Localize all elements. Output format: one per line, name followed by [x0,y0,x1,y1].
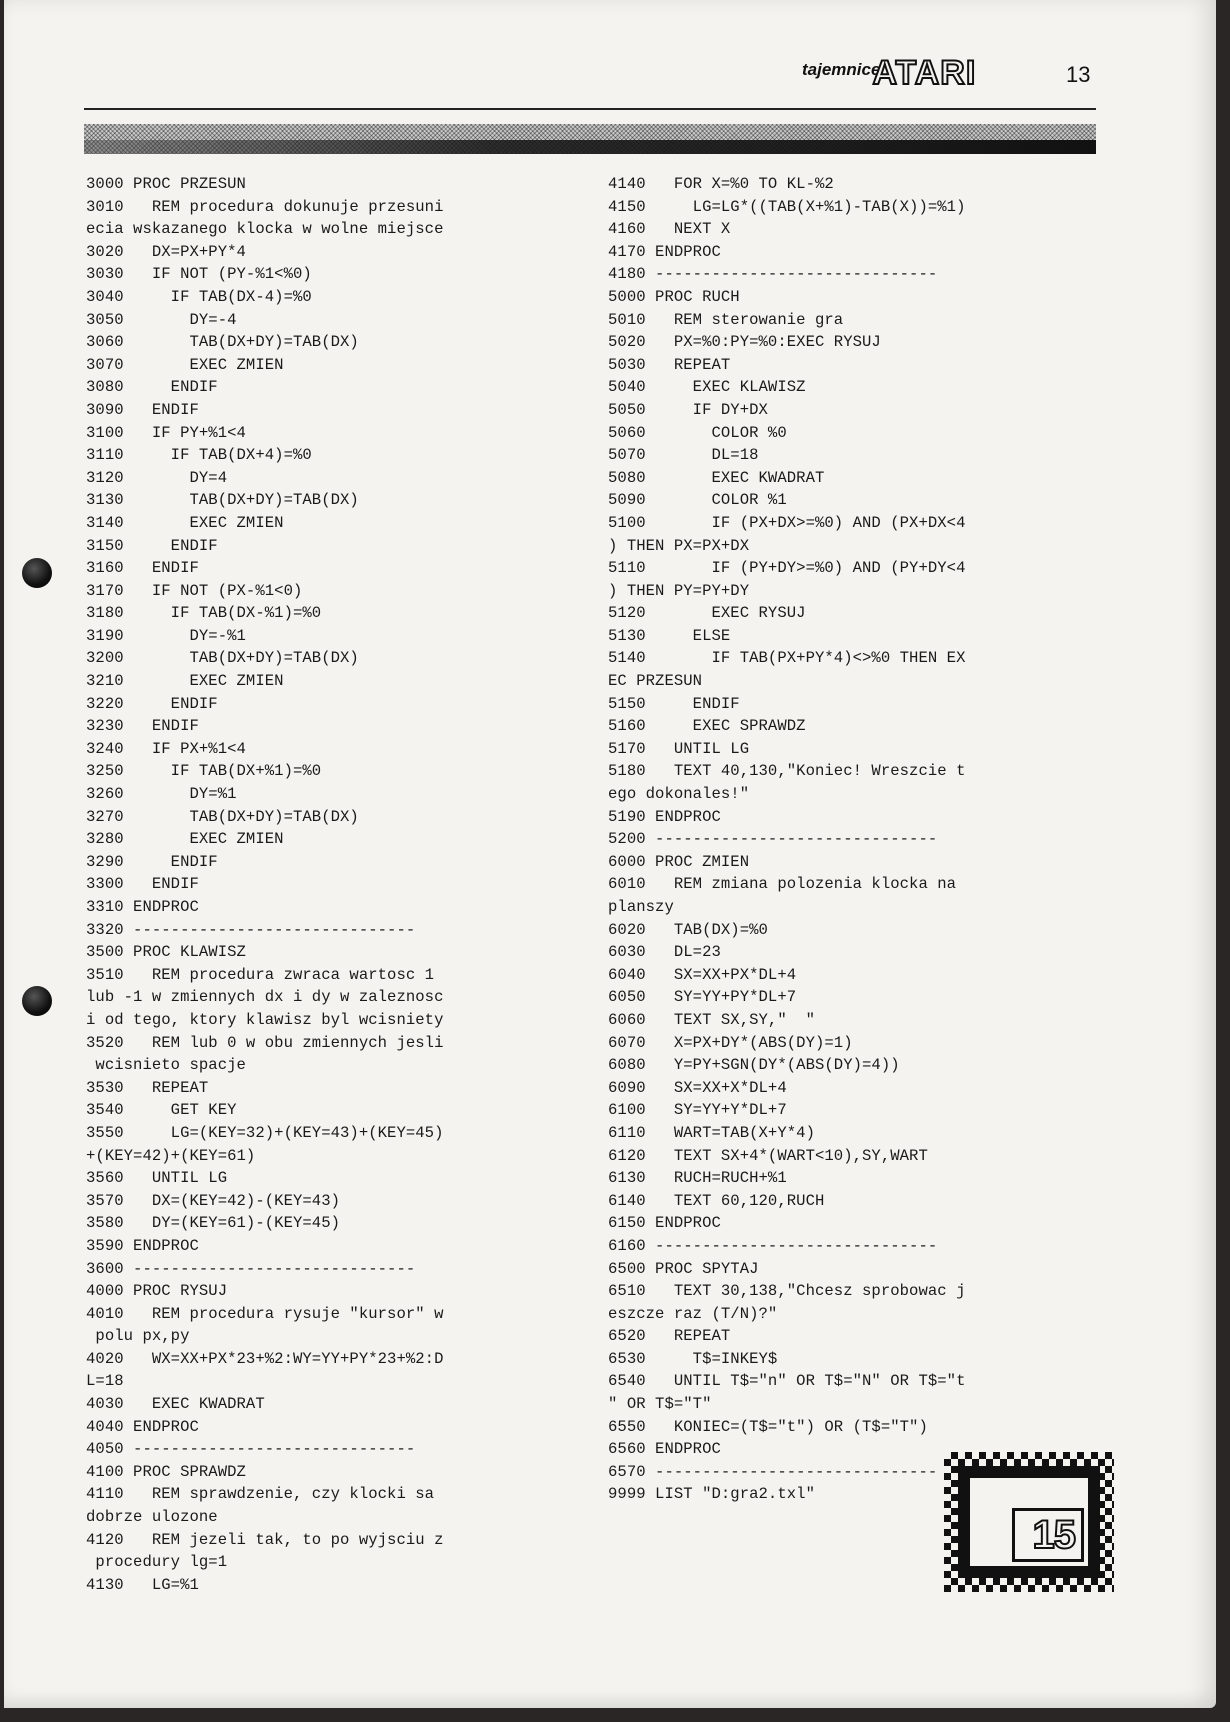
code-line: 6550 KONIEC=(T$="t") OR (T$="T") [608,1417,928,1436]
code-line: 5010 REM sterowanie gra [608,310,844,329]
code-line: 3220 ENDIF [86,694,218,713]
code-line: 3130 TAB(DX+DY)=TAB(DX) [86,491,359,510]
code-line: lub -1 w zmiennych dx i dy w zaleznosc [86,988,444,1007]
code-line: 6040 SX=XX+PX*DL+4 [608,965,797,984]
code-line: 4160 NEXT X [608,220,731,239]
code-line: 5190 ENDPROC [608,807,721,826]
code-line: 3580 DY=(KEY=61)-(KEY=45) [86,1214,341,1233]
code-line: 6120 TEXT SX+4*(WART<10),SY,WART [608,1146,928,1165]
code-line: 4170 ENDPROC [608,242,721,261]
code-line: 4100 PROC SPRAWDZ [86,1462,246,1481]
code-line: 3500 PROC KLAWISZ [86,943,246,962]
code-line: 3000 PROC PRZESUN [86,175,246,193]
binder-hole [22,558,52,588]
code-line: 3100 IF PY+%1<4 [86,423,246,442]
code-line: 3040 IF TAB(DX-4)=%0 [86,287,312,306]
issue-number: 15 [1032,1513,1075,1557]
code-line: 9999 LIST "D:gra2.txl" [608,1485,815,1504]
code-line: 3550 LG=(KEY=32)+(KEY=43)+(KEY=45) [86,1123,444,1142]
code-line: 5150 ENDIF [608,694,740,713]
code-line: 3210 EXEC ZMIEN [86,672,284,691]
code-line: 3180 IF TAB(DX-%1)=%0 [86,604,322,623]
code-line: 4000 PROC RYSUJ [86,1282,228,1301]
code-line: 6500 PROC SPYTAJ [608,1259,759,1278]
code-line: 3080 ENDIF [86,378,218,397]
code-line: 3230 ENDIF [86,717,199,736]
logo-atari: ATARI [872,54,977,92]
code-line: 3320 ------------------------------ [86,920,416,939]
header-rule [84,108,1096,110]
code-line: 4050 ------------------------------ [86,1440,416,1459]
code-line: 6130 RUCH=RUCH+%1 [608,1169,787,1188]
code-line: 3250 IF TAB(DX+%1)=%0 [86,762,322,781]
code-line: dobrze ulozone [86,1508,218,1527]
code-line: 4180 ------------------------------ [608,265,938,284]
code-line: 6510 TEXT 30,138,"Chcesz sprobowac j [608,1282,966,1301]
code-line: i od tego, ktory klawisz byl wcisniety [86,1010,444,1029]
code-line: 3140 EXEC ZMIEN [86,513,284,532]
code-line: 3300 ENDIF [86,875,199,894]
code-line: 3050 DY=-4 [86,310,237,329]
code-column-right [608,173,1048,1506]
code-line: 5160 EXEC SPRAWDZ [608,717,806,736]
code-line: 5120 EXEC RYSUJ [608,604,806,623]
code-line: 3510 REM procedura zwraca wartosc 1 [86,965,435,984]
code-line: 6100 SY=YY+Y*DL+7 [608,1101,787,1120]
code-line: 4030 EXEC KWADRAT [86,1395,265,1414]
code-line: 3290 ENDIF [86,852,218,871]
code-line: 3200 TAB(DX+DY)=TAB(DX) [86,649,359,668]
code-line: 3060 TAB(DX+DY)=TAB(DX) [86,333,359,352]
code-line: 6530 T$=INKEY$ [608,1349,778,1368]
code-line: 3120 DY=4 [86,468,228,487]
code-line: ego dokonales!" [608,785,750,804]
code-line: 5200 ------------------------------ [608,830,938,849]
code-line: 6090 SX=XX+X*DL+4 [608,1078,787,1097]
code-line: 6110 WART=TAB(X+Y*4) [608,1123,815,1142]
badge-panel [968,1476,1090,1568]
code-line: 5110 IF (PY+DY>=%0) AND (PY+DY<4 [608,559,966,578]
code-line: 5060 COLOR %0 [608,423,787,442]
code-line: procedury lg=1 [86,1553,228,1572]
code-line: ) THEN PY=PY+DY [608,581,750,600]
code-line: 5130 ELSE [608,626,731,645]
code-line: 3160 ENDIF [86,559,199,578]
logo-prefix: tajemnice [802,60,881,79]
code-line: 3090 ENDIF [86,400,199,419]
code-line: 6570 ------------------------------ [608,1462,938,1481]
issue-badge [944,1452,1114,1592]
code-line: 6140 TEXT 60,120,RUCH [608,1191,825,1210]
code-line: 4140 FOR X=%0 TO KL-%2 [608,175,834,193]
code-line: 5000 PROC RUCH [608,287,740,306]
code-line: +(KEY=42)+(KEY=61) [86,1146,256,1165]
code-line: 5170 UNTIL LG [608,739,750,758]
code-line: 4130 LG=%1 [86,1575,199,1594]
code-line: 3260 DY=%1 [86,785,237,804]
code-line: 6560 ENDPROC [608,1440,721,1459]
code-line: 3310 ENDPROC [86,898,199,916]
code-line: 5040 EXEC KLAWISZ [608,378,806,397]
code-line: 3590 ENDPROC [86,1236,199,1255]
code-line: ) THEN PX=PX+DX [608,536,750,555]
code-line: 3010 REM procedura dokunuje przesuni [86,197,444,216]
code-line: 6080 Y=PY+SGN(DY*(ABS(DY)=4)) [608,1056,900,1075]
code-line: 6050 SY=YY+PY*DL+7 [608,988,797,1007]
code-line: L=18 [86,1372,124,1391]
code-line: 6030 DL=23 [608,943,721,962]
code-line: 6000 PROC ZMIEN [608,852,750,871]
code-line: 5080 EXEC KWADRAT [608,468,825,487]
code-line: 5090 COLOR %1 [608,491,787,510]
code-line: " OR T$="T" [608,1395,712,1414]
code-line: 3520 REM lub 0 w obu zmiennych jesli [86,1033,444,1052]
code-line: 6150 ENDPROC [608,1214,721,1233]
code-line: EC PRZESUN [608,672,703,691]
code-line: 6520 REPEAT [608,1327,731,1346]
code-line: 5020 PX=%0:PY=%0:EXEC RYSUJ [608,333,881,352]
code-line: 3540 GET KEY [86,1101,237,1120]
code-line: 5140 IF TAB(PX+PY*4)<>%0 THEN EX [608,649,966,668]
code-line: 3190 DY=-%1 [86,626,246,645]
badge-frame [958,1466,1100,1578]
code-line: 6540 UNTIL T$="n" OR T$="N" OR T$="t [608,1372,966,1391]
code-line: 5070 DL=18 [608,446,759,465]
code-line: 3600 ------------------------------ [86,1259,416,1278]
code-line: 5050 IF DY+DX [608,400,768,419]
decorative-band [84,124,1096,154]
code-column-left [86,173,526,1596]
code-line: 4120 REM jezeli tak, to po wyjsciu z [86,1530,444,1549]
code-line: 4110 REM sprawdzenie, czy klocki sa [86,1485,435,1504]
code-line: 4010 REM procedura rysuje "kursor" w [86,1304,444,1323]
code-line: wcisnieto spacje [86,1056,246,1075]
badge-number-box [1012,1508,1084,1562]
code-line: 3170 IF NOT (PX-%1<0) [86,581,303,600]
code-line: 3030 IF NOT (PY-%1<%0) [86,265,312,284]
code-line: 4040 ENDPROC [86,1417,199,1436]
code-line: 4020 WX=XX+PX*23+%2:WY=YY+PY*23+%2:D [86,1349,444,1368]
code-line: 6070 X=PX+DY*(ABS(DY)=1) [608,1033,853,1052]
code-line: 3070 EXEC ZMIEN [86,355,284,374]
binder-hole [22,986,52,1016]
code-line: 4150 LG=LG*((TAB(X+%1)-TAB(X))=%1) [608,197,966,216]
code-line: ecia wskazanego klocka w wolne miejsce [86,220,444,239]
code-line: 5030 REPEAT [608,355,731,374]
code-line: 3150 ENDIF [86,536,218,555]
code-line: 3280 EXEC ZMIEN [86,830,284,849]
code-line: 3110 IF TAB(DX+4)=%0 [86,446,312,465]
magazine-logo [802,54,977,92]
code-line: 3570 DX=(KEY=42)-(KEY=43) [86,1191,341,1210]
code-line: 5100 IF (PX+DX>=%0) AND (PX+DX<4 [608,513,966,532]
code-line: 3560 UNTIL LG [86,1169,228,1188]
code-line: 3020 DX=PX+PY*4 [86,242,246,261]
magazine-page [4,0,1216,1708]
code-line: planszy [608,898,674,916]
code-line: 6010 REM zmiana polozenia klocka na [608,875,957,894]
code-line: eszcze raz (T/N)?" [608,1304,778,1323]
code-line: 3240 IF PX+%1<4 [86,739,246,758]
code-line: 5180 TEXT 40,130,"Koniec! Wreszcie t [608,762,966,781]
code-line: 3530 REPEAT [86,1078,209,1097]
code-line: polu px,py [86,1327,190,1346]
code-line: 6020 TAB(DX)=%0 [608,920,768,939]
code-line: 3270 TAB(DX+DY)=TAB(DX) [86,807,359,826]
code-line: 6060 TEXT SX,SY," " [608,1010,815,1029]
page-number: 13 [1066,62,1091,87]
code-line: 6160 ------------------------------ [608,1236,938,1255]
